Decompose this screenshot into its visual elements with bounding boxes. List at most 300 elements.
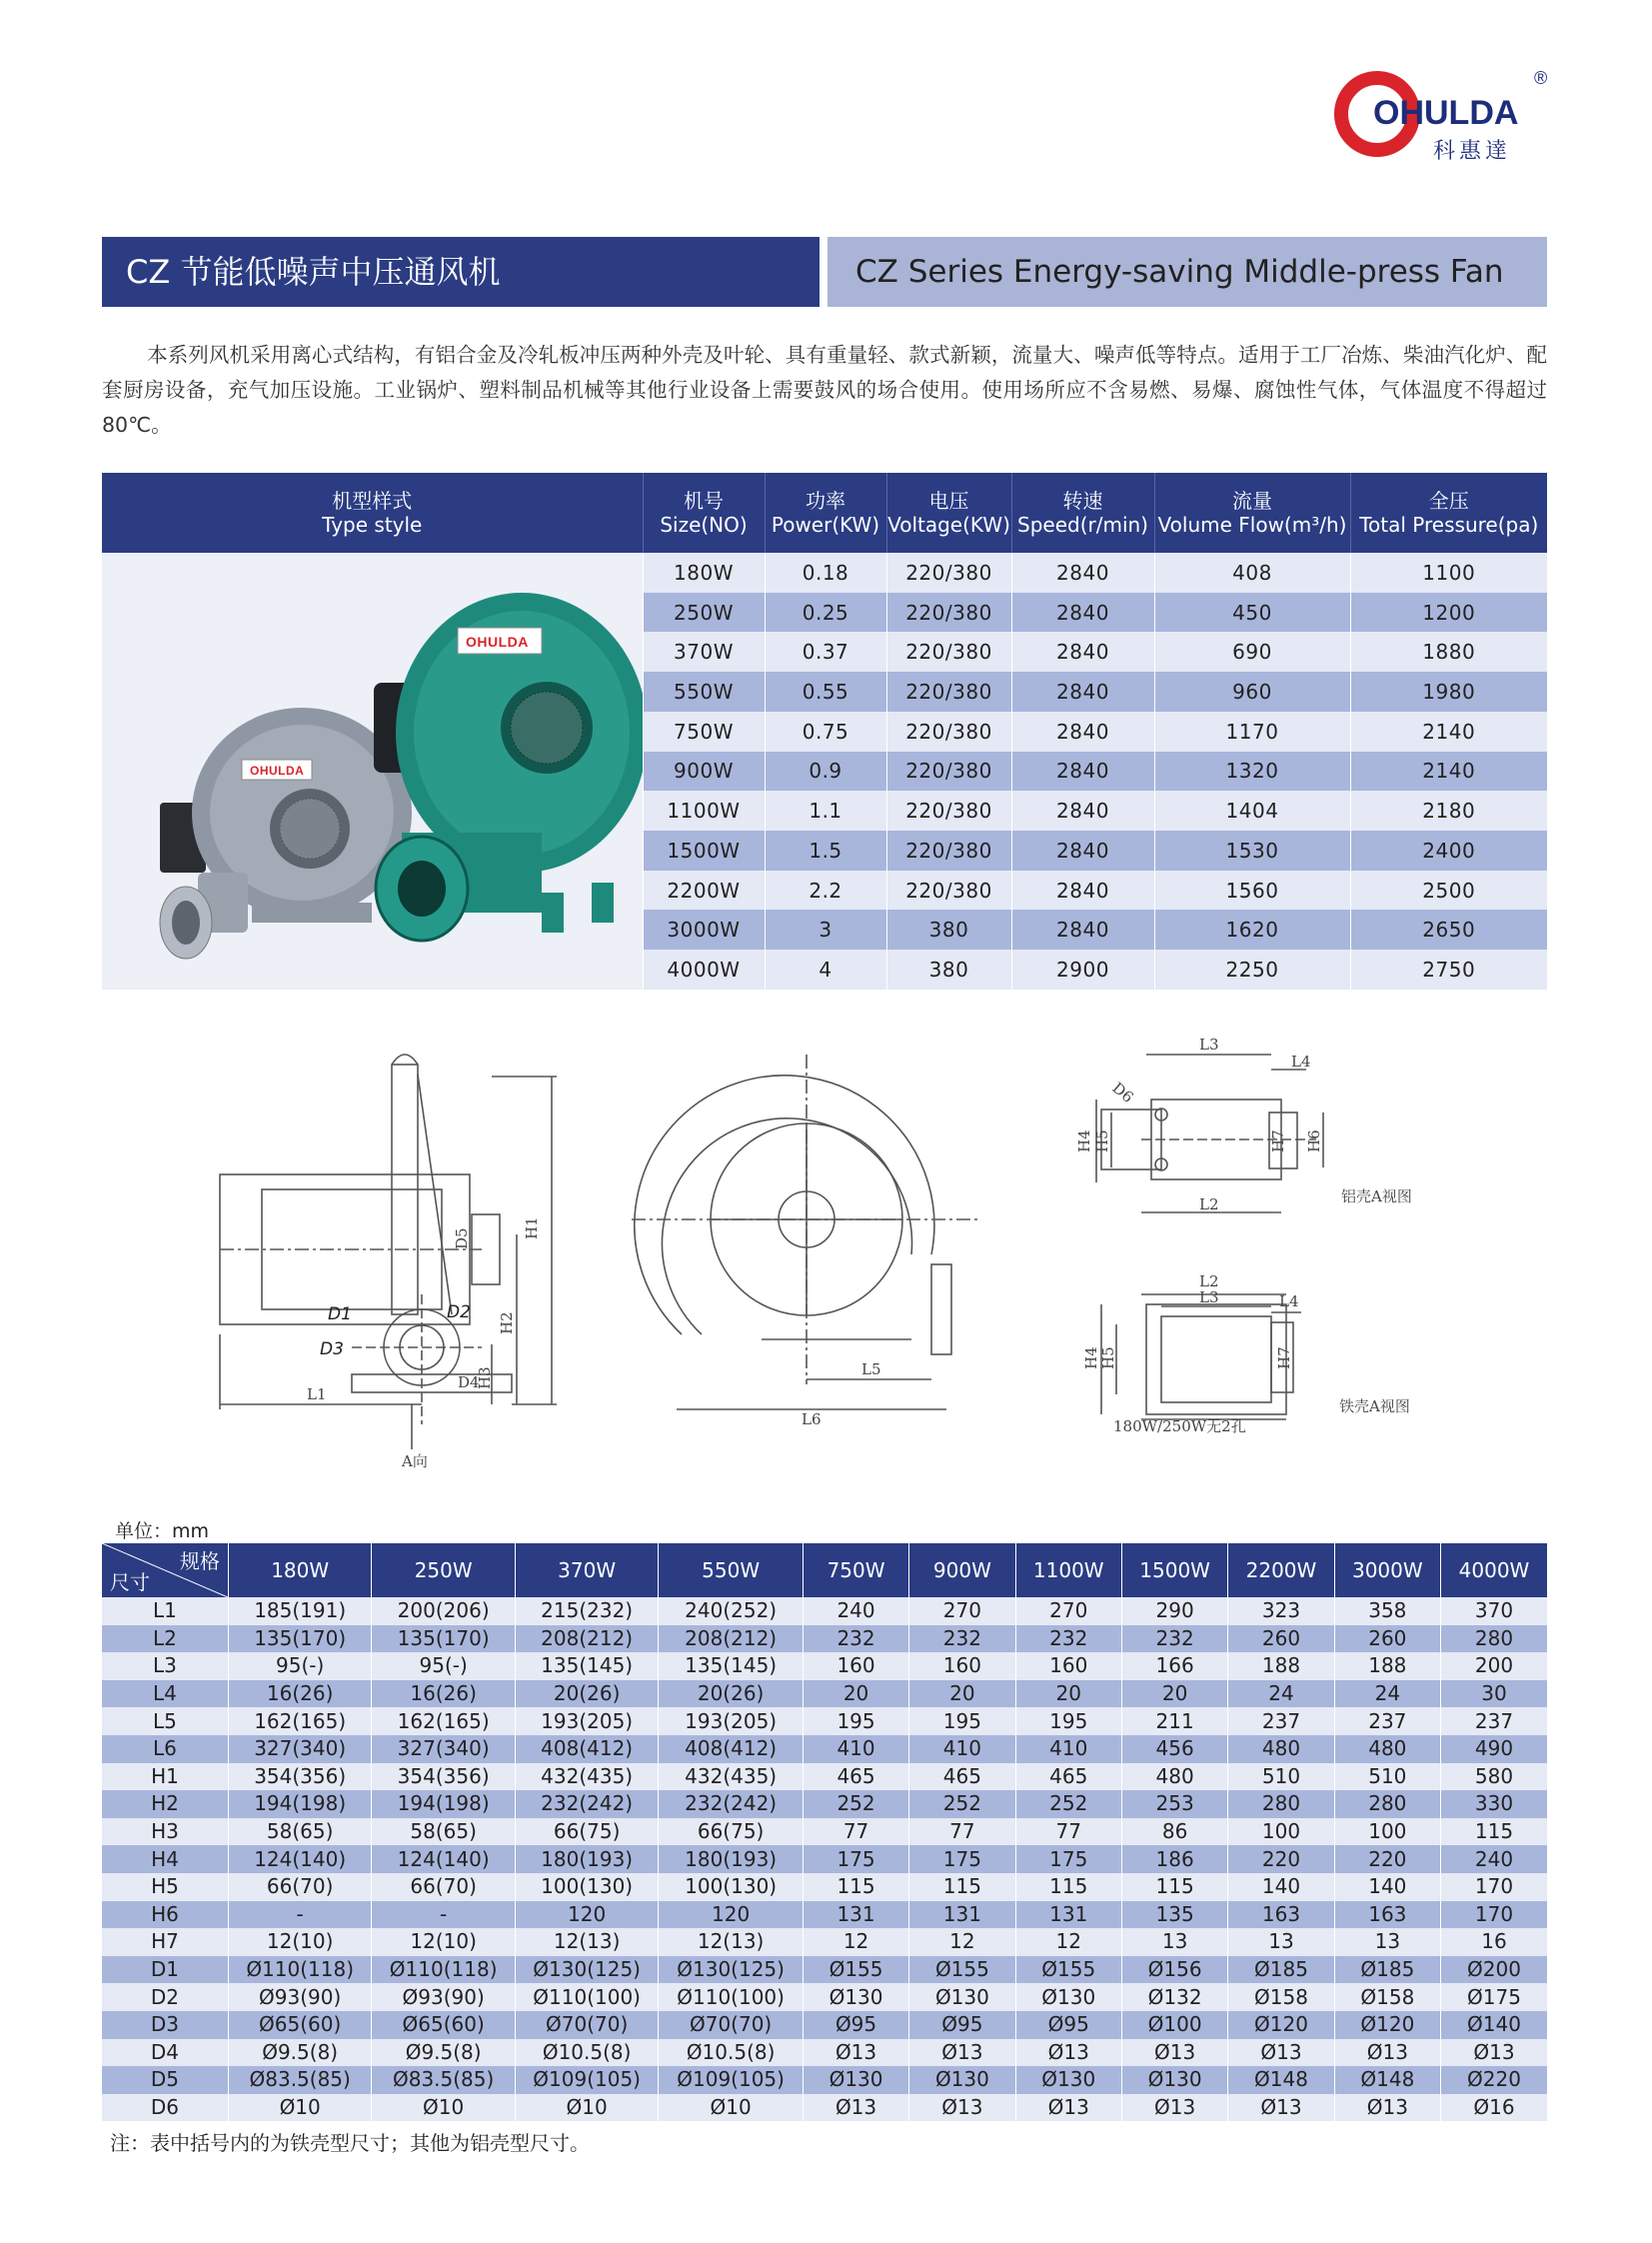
dimension-row xyxy=(102,2094,1547,2122)
dimension-row xyxy=(102,1652,1547,1680)
spec-cell: 220/380 xyxy=(886,672,1011,712)
dimension-cell: 240(252) xyxy=(659,1597,803,1625)
label-H3: H3 xyxy=(476,1366,494,1389)
svg-text:OHULDA: OHULDA xyxy=(466,634,529,650)
spec-cell: 0.25 xyxy=(765,593,886,633)
dimension-cell: Ø130 xyxy=(1015,2066,1121,2094)
dimension-cell: Ø10 xyxy=(372,2094,515,2122)
spec-cell: 2840 xyxy=(1011,672,1154,712)
dimension-cell: 188 xyxy=(1334,1652,1440,1680)
dimension-cell: Ø95 xyxy=(803,2011,908,2039)
spec-cell: 0.75 xyxy=(765,712,886,752)
spec-cell: 1404 xyxy=(1154,791,1350,831)
dimension-row xyxy=(102,2039,1547,2067)
dimension-cell: 20 xyxy=(909,1680,1015,1708)
spec-cell: 2840 xyxy=(1011,791,1154,831)
dimension-cell: 95(-) xyxy=(372,1652,515,1680)
spec-header-voltage: 电压 Voltage(KW) xyxy=(886,473,1011,553)
spec-cell: 2840 xyxy=(1011,831,1154,871)
dimension-cell: 170 xyxy=(1441,1901,1547,1929)
dimension-cell: 211 xyxy=(1121,1707,1227,1735)
dimension-cell: 115 xyxy=(1015,1873,1121,1901)
dimension-cell: 354(356) xyxy=(228,1763,371,1791)
dimension-cell: Ø13 xyxy=(909,2039,1015,2067)
dimension-cell: 290 xyxy=(1121,1597,1227,1625)
dimension-cell: 163 xyxy=(1228,1901,1334,1929)
dimension-cell: Ø13 xyxy=(1015,2039,1121,2067)
spec-cell: 408 xyxy=(1154,553,1350,593)
dimension-cell: 465 xyxy=(1015,1763,1121,1791)
dimension-cell: 195 xyxy=(1015,1707,1121,1735)
registered-mark: ® xyxy=(1534,68,1548,88)
dimension-cell: 280 xyxy=(1334,1790,1440,1818)
dimension-cell: 12 xyxy=(909,1928,1015,1956)
dimension-cell: Ø155 xyxy=(909,1956,1015,1984)
dimension-cell: 13 xyxy=(1121,1928,1227,1956)
dimension-cell: 480 xyxy=(1334,1735,1440,1763)
logo-text: OHULDA xyxy=(1373,94,1519,132)
label-L3: L3 xyxy=(1199,1036,1219,1054)
label-L1: L1 xyxy=(307,1385,327,1403)
dimension-cell: 327(340) xyxy=(372,1735,515,1763)
dimension-cell: 410 xyxy=(1015,1735,1121,1763)
dimension-cell: Ø148 xyxy=(1228,2066,1334,2094)
dimension-cell: Ø109(105) xyxy=(515,2066,658,2094)
label-A-view: A向 xyxy=(402,1452,428,1470)
dimension-cell: 432(435) xyxy=(659,1763,803,1791)
spec-cell: 750W xyxy=(643,712,765,752)
dimension-corner-header: 规格 尺寸 xyxy=(102,1543,228,1597)
dimension-cell: 193(205) xyxy=(515,1707,658,1735)
spec-cell: 1530 xyxy=(1154,831,1350,871)
dimension-cell: Ø155 xyxy=(1015,1956,1121,1984)
spec-cell: 2180 xyxy=(1350,791,1547,831)
dimension-cell: Ø120 xyxy=(1334,2011,1440,2039)
dimension-cell: 135(145) xyxy=(659,1652,803,1680)
dimension-row xyxy=(102,1818,1547,1846)
label-H2: H2 xyxy=(498,1311,516,1334)
dimension-cell: 465 xyxy=(803,1763,908,1791)
dimension-cell: 410 xyxy=(909,1735,1015,1763)
dimension-cell: 124(140) xyxy=(372,1845,515,1873)
dimension-cell: 330 xyxy=(1441,1790,1547,1818)
dimension-cell: 370 xyxy=(1441,1597,1547,1625)
dimension-row-label: L3 xyxy=(102,1652,228,1680)
label-H1: H1 xyxy=(523,1216,541,1239)
dimension-cell: Ø132 xyxy=(1121,1983,1227,2011)
spec-cell: 380 xyxy=(886,950,1011,990)
dimension-cell: Ø70(70) xyxy=(515,2011,658,2039)
dimension-cell: 30 xyxy=(1441,1680,1547,1708)
dimension-cell: Ø220 xyxy=(1441,2066,1547,2094)
dimension-cell: 162(165) xyxy=(372,1707,515,1735)
dimension-cell: 180(193) xyxy=(515,1845,658,1873)
dimension-cell: 408(412) xyxy=(659,1735,803,1763)
spec-cell: 370W xyxy=(643,632,765,672)
dimension-cell: 124(140) xyxy=(228,1845,371,1873)
spec-cell: 2840 xyxy=(1011,871,1154,911)
dimension-cell: 160 xyxy=(909,1652,1015,1680)
spec-cell: 1500W xyxy=(643,831,765,871)
label-H7: H7 xyxy=(1269,1129,1287,1152)
green-fan-image xyxy=(374,593,643,941)
dimension-cell: Ø130(125) xyxy=(659,1956,803,1984)
dimension-row-label: D4 xyxy=(102,2039,228,2067)
dimension-row xyxy=(102,1680,1547,1708)
dimension-row-label: H5 xyxy=(102,1873,228,1901)
dimension-cell: Ø130(125) xyxy=(515,1956,658,1984)
dimension-cell: 77 xyxy=(909,1818,1015,1846)
dimension-cell: 260 xyxy=(1334,1625,1440,1653)
dimension-cell: Ø10 xyxy=(515,2094,658,2122)
dimension-column-header: 550W xyxy=(659,1543,803,1597)
dimension-cell: - xyxy=(372,1901,515,1929)
label-iron-L4: L4 xyxy=(1279,1292,1299,1310)
dimension-row xyxy=(102,1901,1547,1929)
spec-cell: 250W xyxy=(643,593,765,633)
dimension-row xyxy=(102,1707,1547,1735)
dimension-cell: 58(65) xyxy=(228,1818,371,1846)
dimension-cell: 66(75) xyxy=(515,1818,658,1846)
dimension-cell: Ø130 xyxy=(803,1983,908,2011)
dimension-cell: 140 xyxy=(1334,1873,1440,1901)
dimension-cell: Ø185 xyxy=(1228,1956,1334,1984)
spec-cell: 2.2 xyxy=(765,871,886,911)
dimension-cell: Ø130 xyxy=(803,2066,908,2094)
dimension-cell: Ø158 xyxy=(1334,1983,1440,2011)
dimension-row-label: H6 xyxy=(102,1901,228,1929)
dimension-cell: 131 xyxy=(803,1901,908,1929)
spec-cell: 4 xyxy=(765,950,886,990)
dimension-header-row xyxy=(102,1543,1547,1597)
dimension-cell: Ø13 xyxy=(1228,2039,1334,2067)
dimension-cell: 16 xyxy=(1441,1928,1547,1956)
dimension-row-label: L5 xyxy=(102,1707,228,1735)
label-L6: L6 xyxy=(802,1410,822,1428)
dimension-cell: 100 xyxy=(1334,1818,1440,1846)
intro-paragraph: 本系列风机采用离心式结构，有铝合金及冷轧板冲压两种外壳及叶轮、具有重量轻、款式新颖，流量大、噪声低等特点。适用于工厂冶炼、柴油汽化炉、配套厨房设备，充气加压设施。工业锅炉、塑料制品机械等其他行业设备上需要鼓风的场合使用。使用场所应不含易燃、易爆、腐蚀性气体，气体温度不得超过80℃。 xyxy=(102,343,1547,437)
dimension-cell: 135 xyxy=(1121,1901,1227,1929)
dimension-cell: 20 xyxy=(1121,1680,1227,1708)
dimension-cell: Ø156 xyxy=(1121,1956,1227,1984)
label-iron-H4: H4 xyxy=(1082,1346,1100,1369)
spec-cell: 3000W xyxy=(643,910,765,950)
dimension-cell: Ø109(105) xyxy=(659,2066,803,2094)
dimension-cell: 200 xyxy=(1441,1652,1547,1680)
dimension-cell: Ø110(100) xyxy=(659,1983,803,2011)
dimension-cell: Ø120 xyxy=(1228,2011,1334,2039)
dimension-row-label: D6 xyxy=(102,2094,228,2122)
dimension-row-label: H3 xyxy=(102,1818,228,1846)
label-iron-H7: H7 xyxy=(1275,1346,1293,1369)
dimension-table xyxy=(102,1543,1547,2121)
dimension-cell: 232 xyxy=(803,1625,908,1653)
spec-cell: 220/380 xyxy=(886,632,1011,672)
dimension-cell: 240 xyxy=(1441,1845,1547,1873)
dimension-cell: 175 xyxy=(803,1845,908,1873)
dimension-cell: 237 xyxy=(1441,1707,1547,1735)
spec-cell: 1320 xyxy=(1154,752,1350,792)
dimension-cell: 180(193) xyxy=(659,1845,803,1873)
dimension-cell: 490 xyxy=(1441,1735,1547,1763)
dimension-cell: Ø10 xyxy=(659,2094,803,2122)
dimension-cell: 95(-) xyxy=(228,1652,371,1680)
dimension-cell: 77 xyxy=(1015,1818,1121,1846)
dimension-row-label: H4 xyxy=(102,1845,228,1873)
spec-cell: 960 xyxy=(1154,672,1350,712)
dimension-cell: 163 xyxy=(1334,1901,1440,1929)
dimension-cell: 195 xyxy=(909,1707,1015,1735)
spec-cell: 4000W xyxy=(643,950,765,990)
dimension-cell: 252 xyxy=(1015,1790,1121,1818)
dimension-cell: 237 xyxy=(1228,1707,1334,1735)
label-iron-H5: H5 xyxy=(1099,1346,1117,1369)
dimension-cell: Ø130 xyxy=(1121,2066,1227,2094)
spec-cell: 2400 xyxy=(1350,831,1547,871)
logo-cn-text: 科惠達 xyxy=(1433,139,1512,164)
dimension-cell: 16(26) xyxy=(372,1680,515,1708)
dimension-row xyxy=(102,1873,1547,1901)
product-image xyxy=(102,553,643,990)
dimension-cell: 66(70) xyxy=(372,1873,515,1901)
dimension-cell: 135(145) xyxy=(515,1652,658,1680)
dimension-column-header: 750W xyxy=(803,1543,908,1597)
dimension-cell: 24 xyxy=(1228,1680,1334,1708)
spec-cell: 220/380 xyxy=(886,831,1011,871)
label-H4: H4 xyxy=(1075,1129,1093,1152)
dimension-cell: 115 xyxy=(803,1873,908,1901)
dimension-cell: 232 xyxy=(1015,1625,1121,1653)
label-iron-L2: L2 xyxy=(1199,1272,1219,1290)
dimension-cell: 327(340) xyxy=(228,1735,371,1763)
dimension-cell: Ø200 xyxy=(1441,1956,1547,1984)
dimension-cell: 252 xyxy=(909,1790,1015,1818)
dimension-column-header: 250W xyxy=(372,1543,515,1597)
dimension-cell: Ø130 xyxy=(909,2066,1015,2094)
alu-view-drawing xyxy=(1075,1036,1323,1213)
dimension-cell: 510 xyxy=(1228,1763,1334,1791)
spec-cell: 180W xyxy=(643,553,765,593)
dimension-row xyxy=(102,2066,1547,2094)
dimension-cell: Ø13 xyxy=(1334,2039,1440,2067)
dimension-cell: Ø13 xyxy=(1334,2094,1440,2122)
dimension-column-header: 1100W xyxy=(1015,1543,1121,1597)
spec-cell: 2250 xyxy=(1154,950,1350,990)
spec-cell: 2750 xyxy=(1350,950,1547,990)
dimension-row-label: D3 xyxy=(102,2011,228,2039)
title-en: CZ Series Energy-saving Middle-press Fan xyxy=(827,237,1547,307)
spec-cell: 1100W xyxy=(643,791,765,831)
spec-cell: 220/380 xyxy=(886,712,1011,752)
dimension-row xyxy=(102,1597,1547,1625)
dimension-cell: Ø13 xyxy=(803,2039,908,2067)
dimension-cell: Ø10 xyxy=(228,2094,371,2122)
dimension-cell: 354(356) xyxy=(372,1763,515,1791)
dimension-cell: Ø110(118) xyxy=(228,1956,371,1984)
dimension-cell: 185(191) xyxy=(228,1597,371,1625)
spec-header-size: 机号 Size(NO) xyxy=(643,473,765,553)
dimension-cell: 20 xyxy=(803,1680,908,1708)
spec-cell: 1880 xyxy=(1350,632,1547,672)
dimension-cell: 323 xyxy=(1228,1597,1334,1625)
dimension-cell: 12(10) xyxy=(372,1928,515,1956)
dimension-cell: 280 xyxy=(1228,1790,1334,1818)
dimension-cell: 480 xyxy=(1228,1735,1334,1763)
side-view-drawing xyxy=(220,1055,557,1470)
dimension-cell: Ø16 xyxy=(1441,2094,1547,2122)
dimension-cell: 240 xyxy=(803,1597,908,1625)
dimension-cell: Ø130 xyxy=(909,1983,1015,2011)
label-D4: D4 xyxy=(458,1373,480,1391)
dimension-cell: Ø130 xyxy=(1015,1983,1121,2011)
label-D1: D1 xyxy=(328,1304,352,1324)
dimension-row xyxy=(102,1790,1547,1818)
spec-row xyxy=(102,553,1547,593)
footnote: 注：表中括号内的为铁壳型尺寸；其他为铝壳型尺寸。 xyxy=(110,2131,590,2155)
label-D3: D3 xyxy=(320,1339,344,1359)
dimension-cell: Ø13 xyxy=(1121,2039,1227,2067)
dimension-cell: 120 xyxy=(659,1901,803,1929)
dimension-row-label: L6 xyxy=(102,1735,228,1763)
dimension-cell: 194(198) xyxy=(372,1790,515,1818)
dimension-cell: 131 xyxy=(909,1901,1015,1929)
spec-cell: 1.5 xyxy=(765,831,886,871)
dimension-cell: 260 xyxy=(1228,1625,1334,1653)
spec-header-pressure: 全压 Total Pressure(pa) xyxy=(1350,473,1547,553)
dimension-cell: 186 xyxy=(1121,1845,1227,1873)
dimension-cell: Ø9.5(8) xyxy=(372,2039,515,2067)
dimension-cell: 100(130) xyxy=(659,1873,803,1901)
dimension-row xyxy=(102,1956,1547,1984)
label-H6: H6 xyxy=(1305,1129,1323,1152)
dimension-cell: Ø13 xyxy=(1228,2094,1334,2122)
dimension-cell: 410 xyxy=(803,1735,908,1763)
spec-cell: 1620 xyxy=(1154,910,1350,950)
dimension-cell: 13 xyxy=(1334,1928,1440,1956)
dimension-cell: 237 xyxy=(1334,1707,1440,1735)
dimension-cell: 160 xyxy=(1015,1652,1121,1680)
spec-header-type: 机型样式 Type style xyxy=(102,473,643,553)
spec-cell: 2650 xyxy=(1350,910,1547,950)
spec-cell: 2140 xyxy=(1350,712,1547,752)
spec-header-flow: 流量 Volume Flow(m³/h) xyxy=(1154,473,1350,553)
dimension-cell: Ø13 xyxy=(803,2094,908,2122)
dimension-cell: Ø100 xyxy=(1121,2011,1227,2039)
dimension-cell: Ø93(90) xyxy=(372,1983,515,2011)
dimension-cell: Ø158 xyxy=(1228,1983,1334,2011)
dimension-column-header: 900W xyxy=(909,1543,1015,1597)
dimension-cell: 580 xyxy=(1441,1763,1547,1791)
dimension-row xyxy=(102,1735,1547,1763)
spec-cell: 3 xyxy=(765,910,886,950)
dimension-column-header: 180W xyxy=(228,1543,371,1597)
spec-cell: 220/380 xyxy=(886,791,1011,831)
dimension-cell: 120 xyxy=(515,1901,658,1929)
label-D6: D6 xyxy=(1108,1079,1137,1107)
dimension-row-label: L1 xyxy=(102,1597,228,1625)
label-iron-L3: L3 xyxy=(1199,1288,1219,1306)
technical-drawings xyxy=(102,1005,1547,1484)
dimension-cell: 135(170) xyxy=(372,1625,515,1653)
dimension-row xyxy=(102,1928,1547,1956)
dimension-cell: 135(170) xyxy=(228,1625,371,1653)
iron-view-caption: 铁壳A视图 xyxy=(1339,1397,1410,1415)
spec-table xyxy=(102,473,1547,990)
spec-cell: 220/380 xyxy=(886,871,1011,911)
dimension-cell: 166 xyxy=(1121,1652,1227,1680)
dimension-cell: 253 xyxy=(1121,1790,1227,1818)
label-H5: H5 xyxy=(1093,1129,1111,1152)
spec-cell: 1980 xyxy=(1350,672,1547,712)
dimension-cell: 12(10) xyxy=(228,1928,371,1956)
iron-hole-note: 180W/250W无2孔 xyxy=(1113,1417,1246,1435)
label-L2: L2 xyxy=(1199,1195,1219,1213)
spec-cell: 550W xyxy=(643,672,765,712)
dimension-cell: 12(13) xyxy=(659,1928,803,1956)
spec-cell: 2140 xyxy=(1350,752,1547,792)
dimension-row-label: L4 xyxy=(102,1680,228,1708)
dimension-cell: Ø175 xyxy=(1441,1983,1547,2011)
dimension-cell: Ø65(60) xyxy=(372,2011,515,2039)
dimension-cell: 77 xyxy=(803,1818,908,1846)
dimension-cell: Ø13 xyxy=(909,2094,1015,2122)
dimension-cell: 232 xyxy=(1121,1625,1227,1653)
dimension-cell: 100(130) xyxy=(515,1873,658,1901)
dimension-cell: 220 xyxy=(1228,1845,1334,1873)
dimension-cell: 162(165) xyxy=(228,1707,371,1735)
dimension-column-header: 2200W xyxy=(1228,1543,1334,1597)
fan-illustration xyxy=(102,553,643,985)
dimension-column-header: 4000W xyxy=(1441,1543,1547,1597)
dimension-row-label: D5 xyxy=(102,2066,228,2094)
dimension-cell: 270 xyxy=(1015,1597,1121,1625)
dimension-cell: Ø95 xyxy=(909,2011,1015,2039)
spec-header-row xyxy=(102,473,1547,553)
spec-cell: 2840 xyxy=(1011,632,1154,672)
dimension-cell: 408(412) xyxy=(515,1735,658,1763)
spec-cell: 1100 xyxy=(1350,553,1547,593)
dimension-cell: Ø10.5(8) xyxy=(515,2039,658,2067)
dimension-cell: 208(212) xyxy=(515,1625,658,1653)
dimension-cell: - xyxy=(228,1901,371,1929)
dimension-cell: 12(13) xyxy=(515,1928,658,1956)
spec-cell: 2900 xyxy=(1011,950,1154,990)
spec-cell: 2840 xyxy=(1011,593,1154,633)
dimension-cell: 200(206) xyxy=(372,1597,515,1625)
dimension-cell: 131 xyxy=(1015,1901,1121,1929)
dimension-cell: 13 xyxy=(1228,1928,1334,1956)
dimension-cell: 194(198) xyxy=(228,1790,371,1818)
dimension-cell: 232 xyxy=(909,1625,1015,1653)
spec-cell: 0.55 xyxy=(765,672,886,712)
dimension-cell: Ø70(70) xyxy=(659,2011,803,2039)
spec-cell: 900W xyxy=(643,752,765,792)
dimension-row-label: H1 xyxy=(102,1763,228,1791)
front-view-drawing xyxy=(632,1055,981,1428)
dimension-cell: 193(205) xyxy=(659,1707,803,1735)
dimension-row-label: D2 xyxy=(102,1983,228,2011)
spec-cell: 450 xyxy=(1154,593,1350,633)
dimension-cell: 280 xyxy=(1441,1625,1547,1653)
dimension-cell: 66(75) xyxy=(659,1818,803,1846)
dimension-cell: Ø10.5(8) xyxy=(659,2039,803,2067)
dimension-row xyxy=(102,2011,1547,2039)
dimension-cell: 175 xyxy=(1015,1845,1121,1873)
spec-cell: 1.1 xyxy=(765,791,886,831)
dimension-cell: 16(26) xyxy=(228,1680,371,1708)
dimension-cell: 510 xyxy=(1334,1763,1440,1791)
dimension-column-header: 3000W xyxy=(1334,1543,1440,1597)
